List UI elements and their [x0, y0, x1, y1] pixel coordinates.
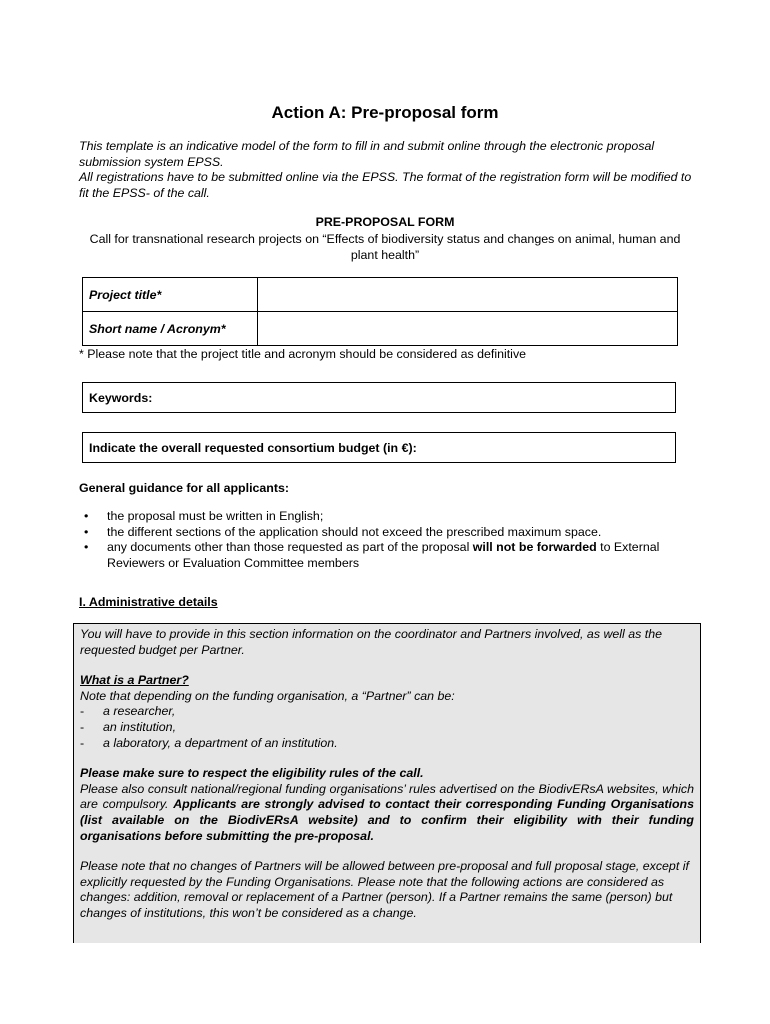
keywords-label: Keywords: — [89, 390, 153, 405]
list-item-text: the different sections of the application should not exceed the prescribed maximum space. — [107, 524, 602, 539]
acronym-label: Short name / Acronym* — [83, 312, 258, 346]
instructions-box — [73, 623, 701, 943]
guidance-heading: General guidance for all applicants: — [79, 481, 290, 495]
list-item — [79, 525, 699, 541]
eligibility-dot: . — [165, 797, 174, 812]
intro-line-2: All registrations have to be submitted online via the EPSS. The format of the registration form will be modified to fit the EPSS- of the call. — [79, 170, 692, 200]
list-item-text: the proposal must be written in English; — [107, 509, 324, 523]
list-item — [79, 509, 699, 525]
eligibility-pre: Please also consult national/regional funding organisations’ rules advertised on the BiodivERsA websites, which are compulsory — [80, 781, 694, 812]
dash-bullet: - — [80, 704, 85, 719]
dash-bullet: - — [80, 735, 85, 750]
guidance-list — [79, 509, 699, 571]
list-item — [80, 704, 694, 720]
bullet-icon: • — [84, 509, 89, 523]
acronym-field[interactable] — [258, 312, 678, 346]
list-item-text: an institution, — [103, 719, 177, 734]
eligibility-emphasis: Applicants are strongly advised to contact their corresponding Funding Organisations (list available on the BiodivERsA website) and to confirm their eligibility with their funding organisations before submitting the pre-proposal. — [80, 797, 694, 843]
partner-heading: What is a Partner? — [80, 673, 189, 688]
changes-text: Please note that no changes of Partners will be allowed between pre-proposal and full proposal stage, except if explicitly requested by the Funding Organisations. Please note that the following actions are considered as changes: addition, removal or replacement of a Partner (person). If a Partner remains the same (person) but changes of institutions, this won’t be considered as a change. — [80, 859, 689, 920]
partner-note: Note that depending on the funding organisation, a “Partner” can be: — [80, 688, 455, 703]
list-item-text: any documents other than those requested as part of the proposal — [107, 540, 473, 555]
list-item-text: a researcher, — [103, 704, 176, 719]
list-item-text: to External Reviewers or Evaluation Committee members — [107, 540, 660, 570]
eligibility-text — [80, 782, 694, 844]
bullet-icon: • — [84, 540, 89, 555]
list-item — [80, 736, 694, 752]
definitive-note: * Please note that the project title and acronym should be considered as definitive — [79, 347, 527, 361]
list-item — [79, 540, 699, 571]
intro-line-1: This template is an indicative model of the form to fill in and submit online through the electronic proposal submission system EPSS. — [79, 139, 655, 169]
table-row — [83, 278, 678, 312]
page-title: Action A: Pre-proposal form — [271, 103, 499, 122]
call-text: Call for transnational research projects on “Effects of biodiversity status and changes on animal, human and plant health” — [89, 232, 681, 262]
section-heading: I. Administrative details — [79, 595, 218, 609]
list-item-emphasis: will not be forwarded — [472, 540, 597, 555]
list-item — [80, 720, 694, 736]
intro-text — [79, 139, 699, 201]
keywords-field[interactable] — [82, 382, 676, 413]
project-table — [82, 277, 678, 346]
budget-label: Indicate the overall requested consortium budget (in €): — [89, 440, 417, 455]
instructions-intro: You will have to provide in this section information on the coordinator and Partners involved, as well as the requested budget per Partner. — [80, 627, 662, 657]
bullet-icon: • — [84, 524, 89, 539]
list-item-text: a laboratory, a department of an institution. — [103, 735, 338, 750]
eligibility-heading: Please make sure to respect the eligibility rules of the call. — [80, 766, 424, 781]
project-title-field[interactable] — [258, 278, 678, 312]
form-heading: PRE-PROPOSAL FORM — [315, 215, 455, 229]
table-row — [83, 312, 678, 346]
budget-field[interactable] — [82, 432, 676, 463]
project-title-label: Project title* — [83, 278, 258, 312]
dash-bullet: - — [80, 719, 85, 734]
